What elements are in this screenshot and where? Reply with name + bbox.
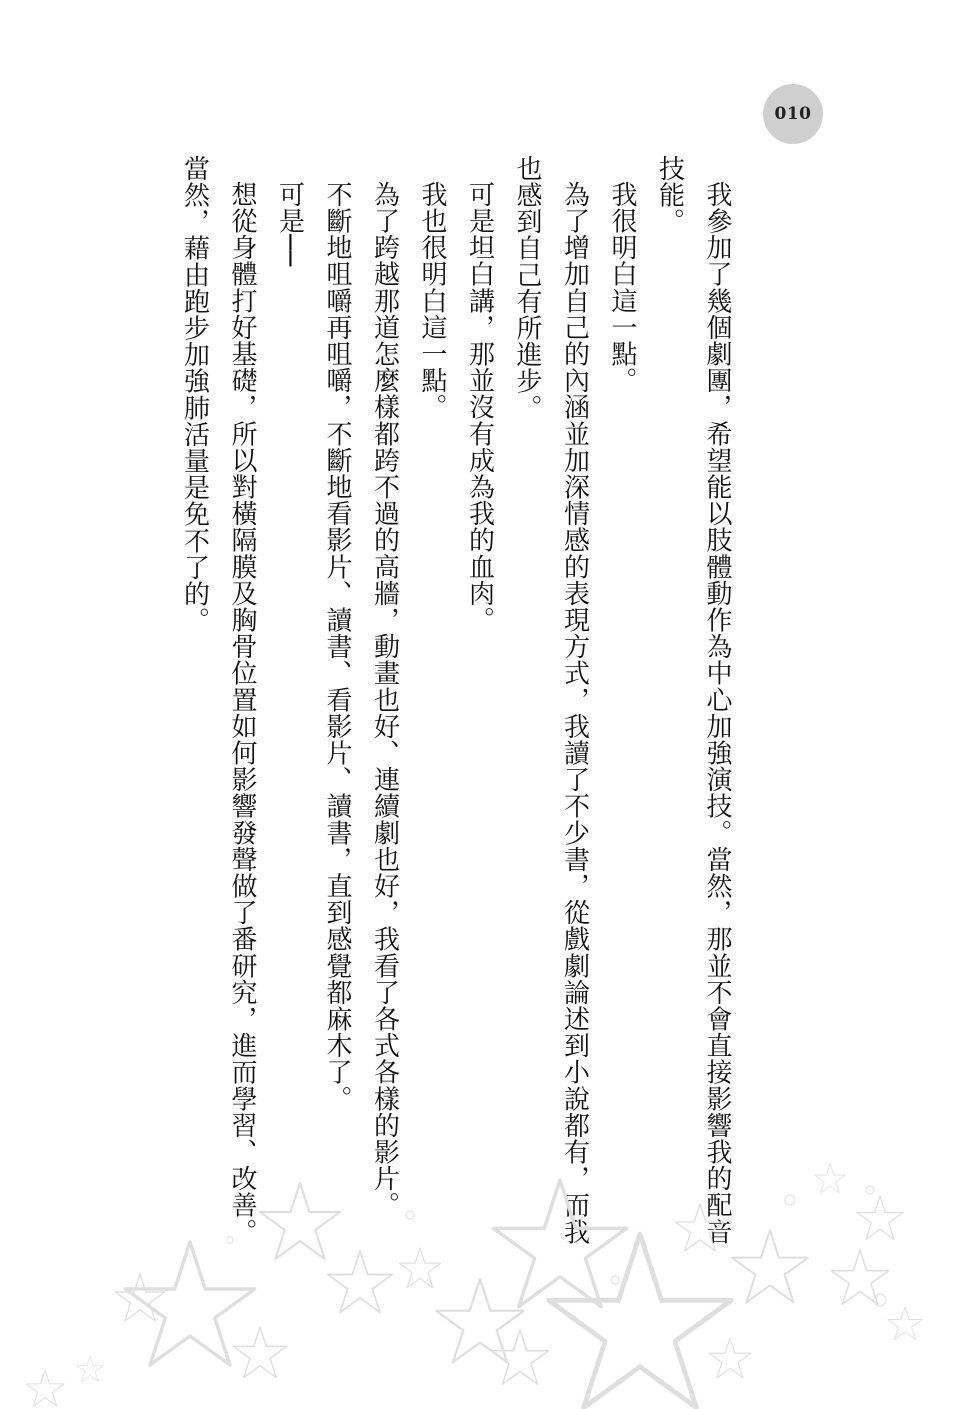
body-text [130, 155, 740, 1255]
paragraph: 想從身體打好基礎，所以對橫隔膜及胸骨位置如何影響發聲做了番研究，進而學習、改善。當然，藉由跑步加強肺活量是免不了的。 [179, 155, 257, 1245]
paragraph: 我參加了幾個劇團，希望能以肢體動作為中心加強演技。當然，那並不會直接影響我的配音技能。 [654, 155, 732, 1245]
paragraph: 不斷地咀嚼再咀嚼，不斷地看影片、讀書、看影片、讀書，直到感覺都麻木了。 [322, 181, 352, 1112]
paragraph: 為了跨越那道怎麼樣都跨不過的高牆，動畫也好、連續劇也好，我看了各式各樣的影片。 [369, 181, 400, 1219]
paragraph: 我也很明白這一點。 [417, 181, 447, 421]
paragraph: 為了增加自己的內涵並加深情感的表現方式，我讀了不少書，從戲劇論述到小說都有，而我也感到自己有所進步。 [512, 155, 590, 1245]
paragraph: 我很明白這一點。 [607, 181, 637, 394]
page-number: 010 [763, 84, 823, 144]
paragraph: 可是── [274, 181, 305, 267]
paragraph: 可是坦白講，那並沒有成為我的血肉。 [464, 181, 495, 634]
